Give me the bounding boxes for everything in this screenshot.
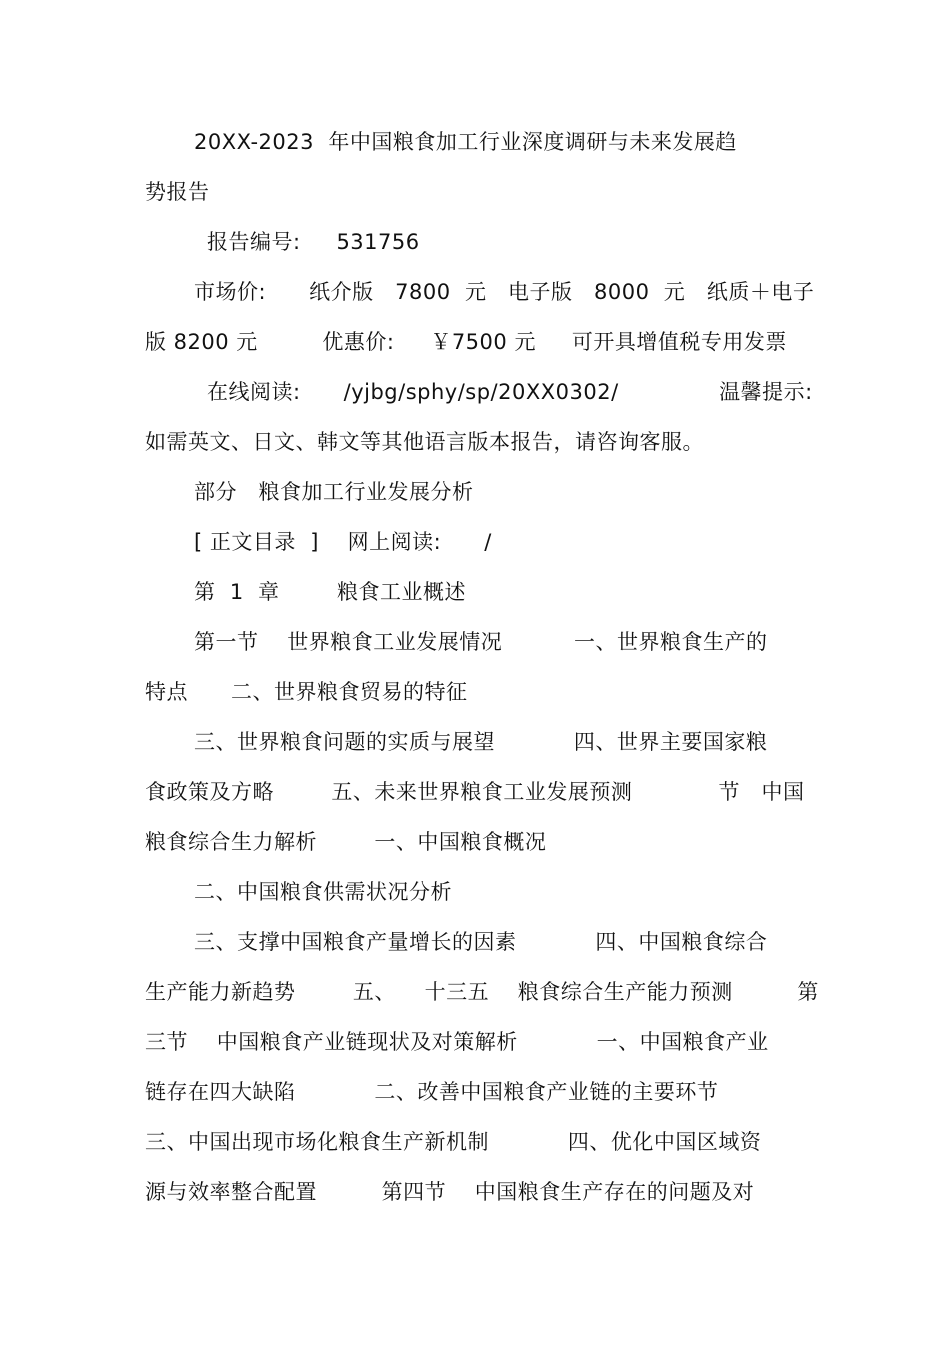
market-price-line: 市场价: 纸介版 7800 元 电子版 8000 元 纸质＋电子 — [194, 280, 815, 304]
toc-line: 源与效率整合配置 第四节 中国粮食生产存在的问题及对 — [145, 1180, 755, 1204]
report-title-line-1: 20XX-2023 年中国粮食加工行业深度调研与未来发展趋 — [194, 130, 737, 154]
online-reading-line: 在线阅读: /yjbg/sphy/sp/20XX0302/ 温馨提示: — [207, 380, 813, 404]
toc-line: 链存在四大缺陷 二、改善中国粮食产业链的主要环节 — [145, 1080, 719, 1104]
toc-line: 特点 二、世界粮食贸易的特征 — [145, 680, 468, 704]
language-notice-line: 如需英文、日文、韩文等其他语言版本报告，请咨询客服。 — [145, 430, 704, 454]
part-heading: 部分 粮食加工行业发展分析 — [194, 480, 474, 504]
toc-line: 三、支撑中国粮食产量增长的因素 四、中国粮食综合 — [194, 930, 768, 954]
toc-line: 生产能力新趋势 五、 十三五 粮食综合生产能力预测 第 — [145, 980, 819, 1004]
toc-line: 二、中国粮食供需状况分析 — [194, 880, 452, 904]
toc-line: 三、世界粮食问题的实质与展望 四、世界主要国家粮 — [194, 730, 768, 754]
report-title-line-2: 势报告 — [145, 180, 210, 204]
discount-price-line: 版 8200 元 优惠价: ￥7500 元 可开具增值税专用发票 — [145, 330, 787, 354]
chapter-heading: 第 1 章 粮食工业概述 — [194, 580, 466, 604]
toc-line: 食政策及方略 五、未来世界粮食工业发展预测 节 中国 — [145, 780, 805, 804]
toc-line: 第一节 世界粮食工业发展情况 一、世界粮食生产的 — [194, 630, 768, 654]
report-number-line: 报告编号: 531756 — [207, 230, 420, 254]
toc-label-line: [ 正文目录 ] 网上阅读: / — [194, 530, 492, 554]
toc-line: 粮食综合生力解析 一、中国粮食概况 — [145, 830, 547, 854]
toc-line: 三、中国出现市场化粮食生产新机制 四、优化中国区域资 — [145, 1130, 762, 1154]
toc-line: 三节 中国粮食产业链现状及对策解析 一、中国粮食产业 — [145, 1030, 769, 1054]
